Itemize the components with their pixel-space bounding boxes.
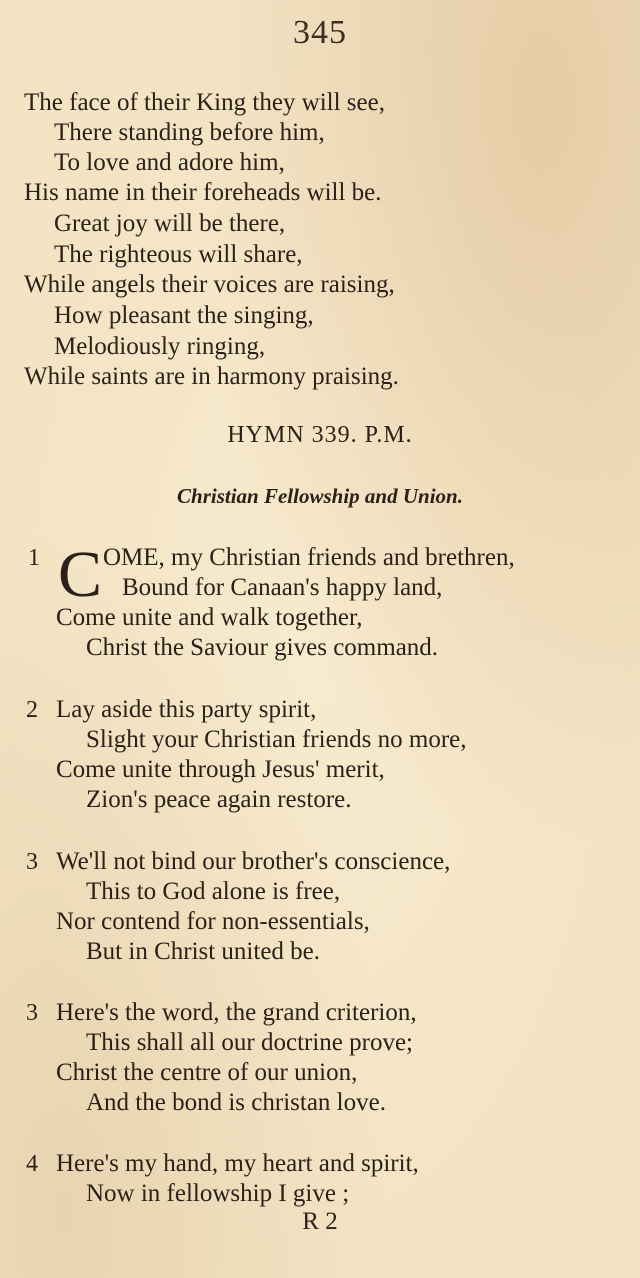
verse-line: This shall all our doctrine prove; [86,1029,414,1056]
verse-line: But in Christ united be. [86,938,321,965]
verse-line: Bound for Canaan's happy land, [122,574,443,601]
hymn-subtitle: Christian Fellowship and Union. [177,484,463,508]
verse-line: Come unite and walk together, [56,604,363,631]
verse-number: 4 [26,1151,38,1177]
verse-line: Christ the Saviour gives command. [86,634,439,661]
signature-mark: R 2 [302,1208,338,1235]
verse-line: And the bond is christan love. [86,1089,386,1116]
verse-line: Slight your Christian friends no more, [86,726,467,753]
verse-line: We'll not bind our brother's conscience, [56,848,451,875]
verse-line: Zion's peace again restore. [86,786,352,813]
stanza-line: There standing before him, [54,119,325,146]
verse-number: 3 [26,849,38,875]
verse-number: 2 [26,697,38,723]
verse-number: 3 [26,1000,38,1026]
verse-line: Nor contend for non-essentials, [56,908,370,935]
hymn-heading: HYMN 339. P.M. [227,422,413,448]
page-number: 345 [293,14,347,51]
verse-line: Here's the word, the grand criterion, [56,999,417,1026]
stanza-line: Great joy will be there, [54,210,286,237]
drop-cap: C [58,538,103,611]
verse-line: Lay aside this party spirit, [56,696,317,723]
verse-line: This to God alone is free, [86,878,341,905]
stanza-line: His name in their foreheads will be. [24,179,382,206]
stanza-line: While angels their voices are raising, [24,271,395,298]
verse-line: Now in fellowship I give ; [86,1180,350,1207]
verse-line: Christ the centre of our union, [56,1059,358,1086]
verse-number: 1 [28,545,40,571]
stanza-line: While saints are in harmony praising. [24,363,399,390]
verse-line: Here's my hand, my heart and spirit, [56,1150,419,1177]
stanza-line: How pleasant the singing, [54,302,314,329]
stanza-line: The face of their King they will see, [24,89,385,116]
stanza-line: The righteous will share, [54,241,303,268]
stanza-line: Melodiously ringing, [54,333,266,360]
verse-line: OME, my Christian friends and brethren, [103,544,515,571]
stanza-line: To love and adore him, [54,149,285,176]
verse-line: Come unite through Jesus' merit, [56,756,385,783]
